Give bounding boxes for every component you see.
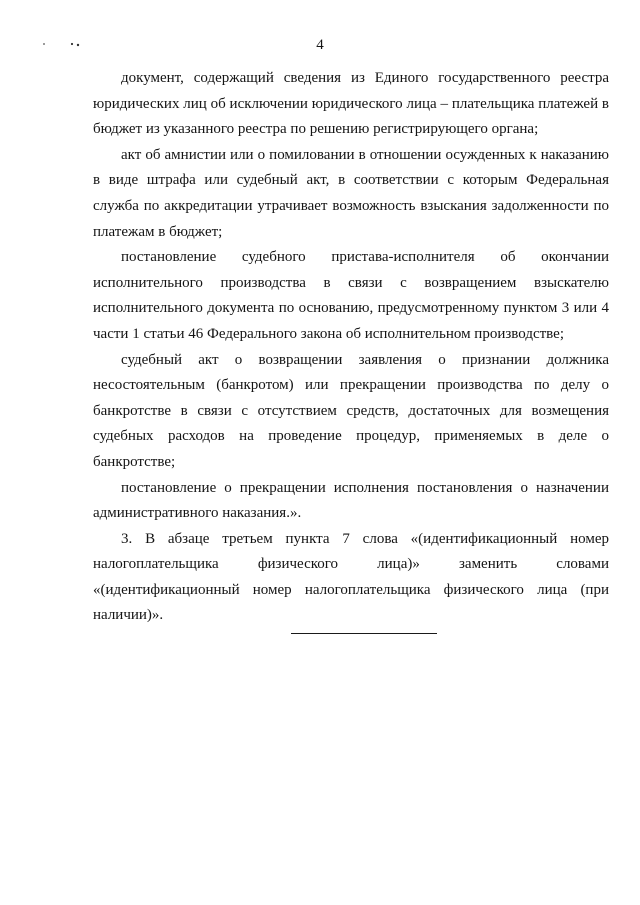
- paragraph-bailiff-resolution: постановление судебного пристава-исполнителя об окончании исполнительного производства в связи с возвращением взыскателю исполнительного документа по основанию, предусмотренному пунктом 3 или 4 части 1 статьи 46 Федерального закона об исполнительном производстве;: [93, 249, 609, 342]
- page-number: 4: [316, 37, 324, 53]
- paragraph-amnesty-act: акт об амнистии или о помиловании в отношении осужденных к наказанию в виде штрафа или судебный акт, в соответствии с которым Федеральная служба по аккредитации утрачивает возможность взыскания задолженности по платежам в бюджет;: [93, 146, 609, 240]
- document-body: [93, 66, 609, 629]
- paragraph-bankruptcy-act: судебный акт о возвращении заявления о признании должника несостоятельным (банкротом) или прекращении производства по делу о банкротстве в связи с отсутствием средств, достаточных для возмещения судебных расходов на проведение процедур, применяемых в деле о банкротстве;: [93, 351, 609, 470]
- paragraph-amendment-3: 3. В абзаце третьем пункта 7 слова «(идентификационный номер налогоплательщика физического лица)» заменить словами «(идентификационный номер налогоплательщика физического лица (при наличии)».: [93, 530, 609, 624]
- end-rule: [291, 633, 437, 634]
- paragraph-egrul-exclusion: документ, содержащий сведения из Единого государственного реестра юридических лиц об исключении юридического лица – плательщика платежей в бюджет из указанного реестра по решению регистрирующего органа;: [93, 70, 609, 138]
- paragraph-administrative-penalty: постановление о прекращении исполнения постановления о назначении административного наказания.».: [93, 479, 609, 522]
